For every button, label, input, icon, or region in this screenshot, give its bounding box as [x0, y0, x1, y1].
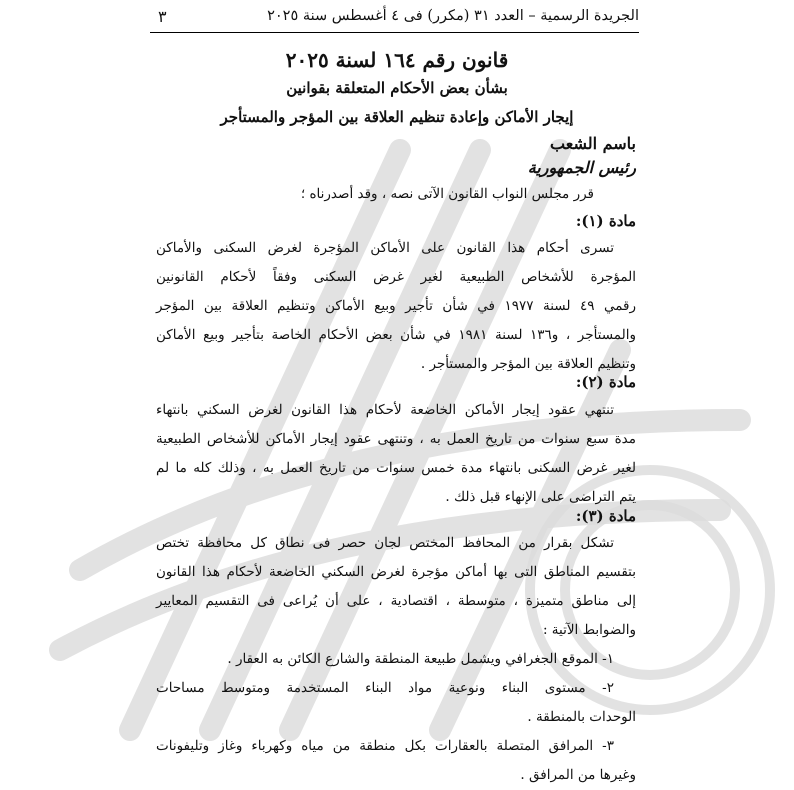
- law-title: قانون رقم ١٦٤ لسنة ٢٠٢٥: [285, 48, 509, 72]
- list-item: ١- الموقع الجغرافي ويشمل طبيعة المنطقة والشارع الكائن به العقار .: [227, 651, 614, 667]
- article-1-body: [156, 234, 636, 379]
- article-line: مدة سبع سنوات من تاريخ العمل به ، وتنتهى عقود إيجار الأماكن للأشخاص الطبيعية: [156, 431, 636, 447]
- list-item: ٣- المرافق المتصلة بالعقارات بكل منطقة من مياه وكهرباء وغاز وتليفونات: [156, 738, 614, 754]
- article-line: تنتهي عقود إيجار الأماكن الخاضعة لأحكام هذا القانون لغرض السكني بانتهاء: [156, 402, 614, 418]
- law-subtitle-line2: إيجار الأماكن وإعادة تنظيم العلاقة بين المؤجر والمستأجر: [220, 108, 574, 126]
- article-3-heading: مادة (٣):: [575, 507, 636, 525]
- list-item-continuation: وغيرها من المرافق .: [520, 767, 636, 783]
- running-header: [150, 6, 639, 33]
- article-2-heading: مادة (٢):: [575, 373, 636, 391]
- page-number: ٣: [158, 7, 167, 26]
- article-line: وتنظيم العلاقة بين المؤجر والمستأجر .: [420, 356, 636, 372]
- article-line: بتقسيم المناطق التى بها أماكن مؤجرة لغرض السكني الخاضعة لأحكام هذا القانون: [156, 564, 636, 580]
- article-line: تشكل بقرار من المحافظ المختص لجان حصر فى نطاق كل محافظة تختص: [156, 535, 614, 551]
- law-subtitle-line1: بشأن بعض الأحكام المتعلقة بقوانين: [286, 79, 508, 97]
- list-item: ٢- مستوى البناء ونوعية مواد البناء المستخدمة ومتوسط مساحات: [156, 680, 614, 696]
- article-1-heading: مادة (١):: [575, 212, 636, 230]
- decree-text: قرر مجلس النواب القانون الآتى نصه ، وقد أصدرناه ؛: [300, 186, 594, 202]
- running-title: الجريدة الرسمية – العدد ٣١ (مكرر) فى ٤ أغسطس سنة ٢٠٢٥: [267, 8, 639, 24]
- article-line: إلى مناطق متميزة ، متوسطة ، اقتصادية ، على أن يُراعى فى التقسيم المعايير: [156, 593, 636, 609]
- article-3-body: [156, 529, 636, 790]
- article-line: رقمي ٤٩ لسنة ١٩٧٧ في شأن تأجير وبيع الأماكن وتنظيم العلاقة بين المؤجر: [156, 298, 636, 314]
- article-2-body: [156, 396, 636, 512]
- article-line: والمستأجر ، و١٣٦ لسنة ١٩٨١ في شأن بعض الأحكام الخاصة بتأجير وبيع الأماكن: [156, 327, 636, 343]
- preamble-president: رئيس الجمهورية: [527, 158, 636, 177]
- preamble-people: باسم الشعب: [550, 134, 636, 153]
- list-item-continuation: الوحدات بالمنطقة .: [527, 709, 636, 725]
- article-line: تسرى أحكام هذا القانون على الأماكن المؤجرة لغرض السكنى والأماكن: [156, 240, 614, 256]
- article-line: المؤجرة للأشخاص الطبيعية لغير غرض السكنى وفقاً لأحكام القانونين: [156, 269, 636, 285]
- article-line: يتم التراضى على الإنهاء قبل ذلك .: [445, 489, 636, 505]
- article-line: لغير غرض السكنى بانتهاء مدة خمس سنوات من تاريخ العمل به ، وذلك كله ما لم: [156, 460, 636, 476]
- article-line: والضوابط الآتية :: [542, 622, 636, 638]
